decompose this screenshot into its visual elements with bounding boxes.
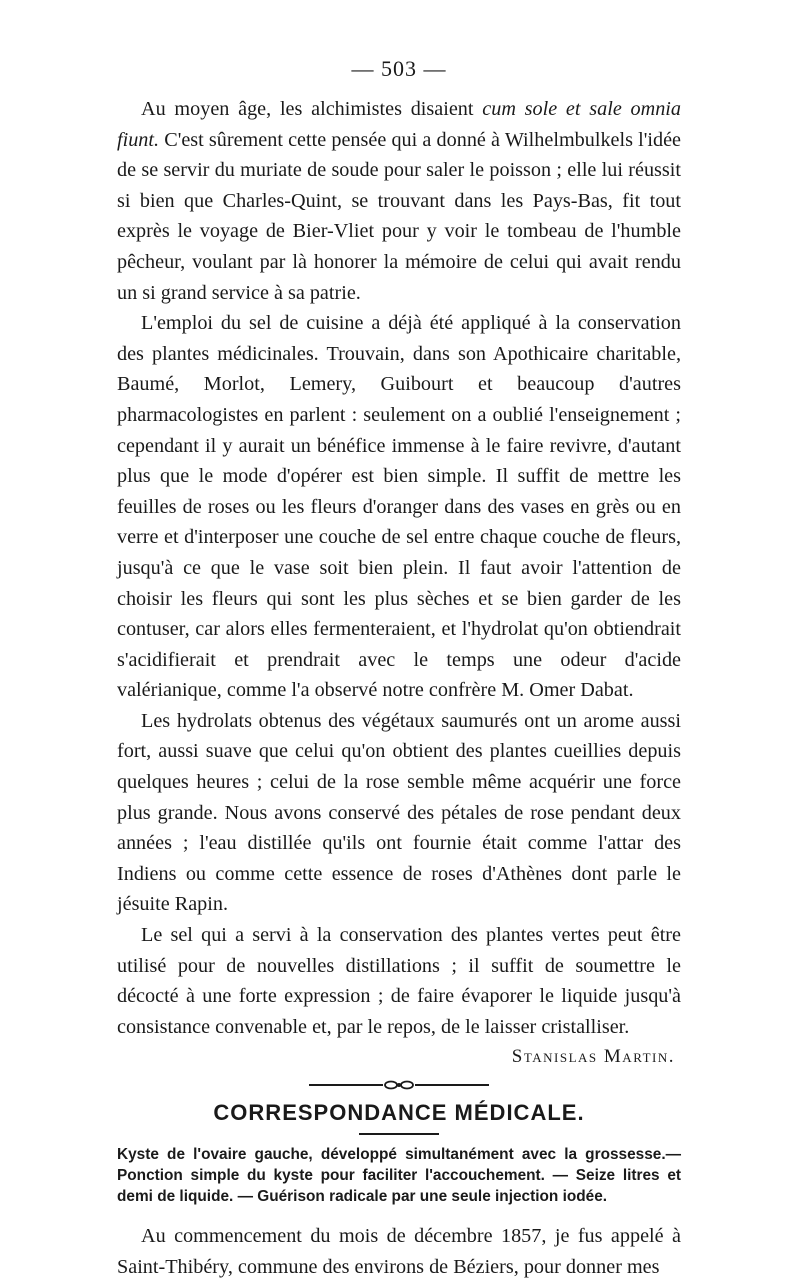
page-number: — 503 — [351,56,447,81]
short-divider [359,1132,439,1136]
latin-quote: cum sole et sale omnia fiunt. [117,98,681,151]
paragraph-salt-conservation: L'emploi du sel de cuisine a déjà été appliqué à la conservation des plantes médicinales. Trouvain, dans son Apothicaire charitable, Baumé, Morlot, Lemery, Guibourt et beaucoup d'autres pharmacologistes en parlent : seulement on a oublié l'enseignement ; cependant il y aurait un bénéfice immense à le faire revivre, d'autant plus que le mode d'opérer est bien simple. Il suffit de mettre les feuilles de roses ou les fleurs d'oranger dans des vases en grès ou en verre et d'interposer une couche de sel entre chaque couche de fleurs, jusqu'à ce que le vase soit bien plein. Il faut avoir l'attention de choisir les fleurs qui sont les plus sèches et se bien garder de les contuser, car alors elles fermenteraient, et l'hydrolat qu'on obtiendrait s'acidifierait et prendrait avec le temps une odeur d'acide valérianique, comme l'a observé notre confrère M. Omer Dabat. [117,312,681,702]
paragraph-alchemists-lead: Au moyen âge, les alchimistes disaient [141,98,483,120]
paragraph-case-opening: Au commencement du mois de décembre 1857, je fus appelé à Saint-Thibéry, commune des environs de Béziers, pour donner mes [117,1225,681,1278]
paragraph-salt-reuse: Le sel qui a servi à la conservation des plantes vertes peut être utilisé pour de nouvelles distillations ; il suffit de soumettre le décocté à une forte expression ; de faire évaporer le liquide jusqu'à consistance convenable et, par le repos, de le laisser cristalliser. [117,924,681,1038]
author-signature: Stanislas Martin. [511,1046,675,1068]
section-heading: CORRESPONDANCE MÉDICALE. [213,1100,585,1126]
paragraph-hydrolats: Les hydrolats obtenus des végétaux saumurés ont un arome aussi fort, aussi suave que celui qu'on obtient des plantes cueillies depuis quelques heures ; celui de la rose semble même acquérir une force plus grande. Nous avons conservé des pétales de rose pendant deux années ; l'eau distillée qu'ils ont fournie était comme l'attar des Indiens ou comme cette essence de roses d'Athènes dont parle le jésuite Rapin. [117,709,681,916]
ornamental-divider [309,1080,489,1090]
page-body [117,54,681,1283]
paragraph-alchemists-rest: C'est sûrement cette pensée qui a donné à Wilhelmbulkels l'idée de se servir du muriate de soude pour saler le poisson ; elle lui réussit si bien que Charles-Quint, se trouvant dans les Pays-Bas, fit tout exprès le voyage de Bier-Vliet pour y voir le tombeau de l'humble pêcheur, voulant par là honorer la mémoire de celui qui avait rendu un si grand service à sa patrie. [117,128,681,304]
case-subheading: Kyste de l'ovaire gauche, développé simultanément avec la grossesse.—Ponction simple du kyste pour faciliter l'accouchement. — Seize litres et demi de liquide. — Guérison radicale par une seule injection iodée. [117,1146,681,1206]
paragraph-alchemists [117,94,681,308]
